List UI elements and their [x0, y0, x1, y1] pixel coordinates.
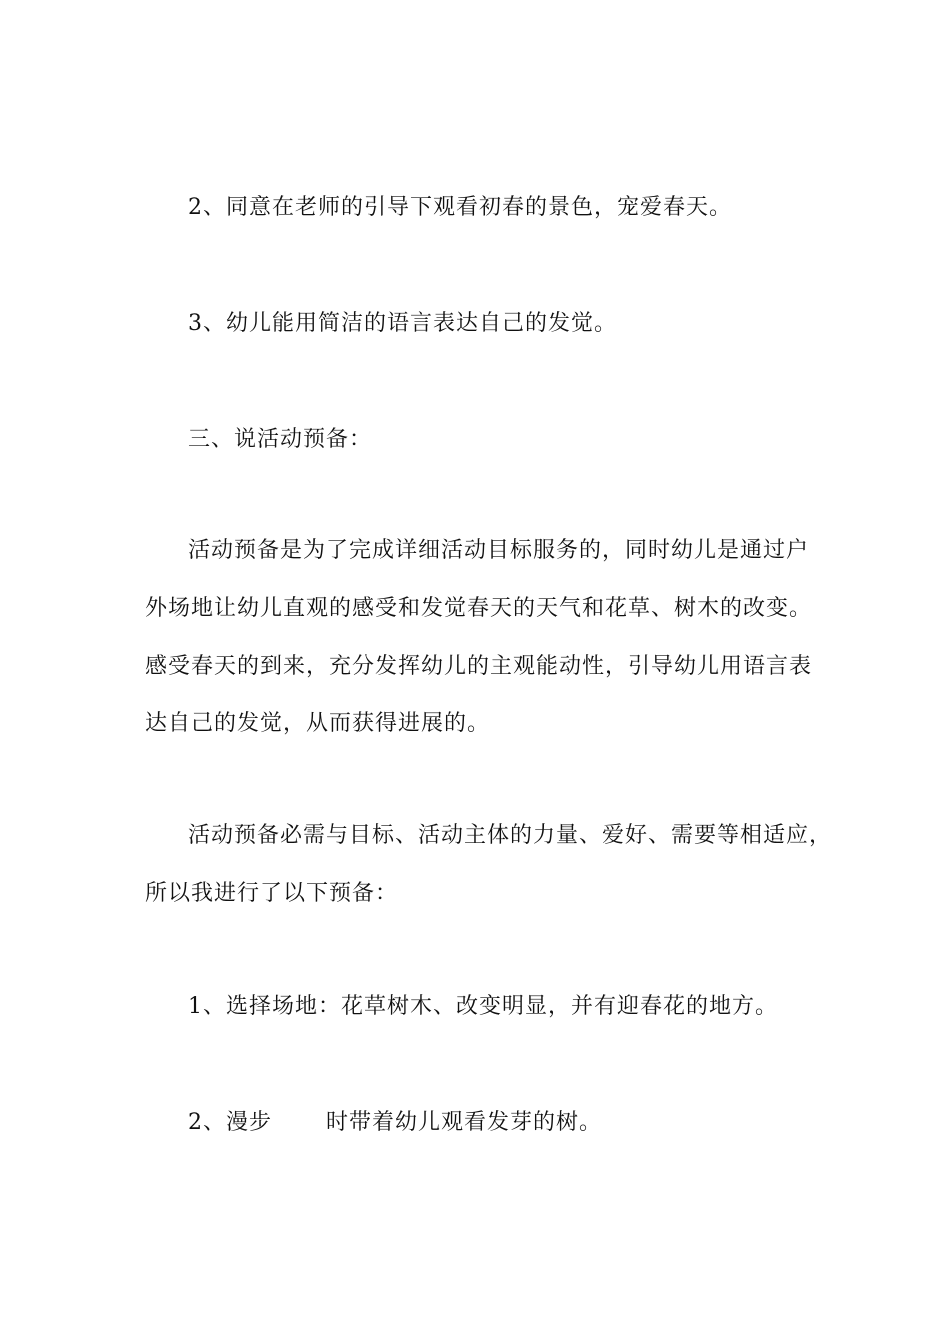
prep-item-2-start: 2、漫步	[188, 1110, 272, 1135]
goal-item-3: 3、幼儿能用简洁的语言表达自己的发觉。	[188, 311, 617, 336]
prep-item-1: 1、选择场地：花草树木、改变明显，并有迎春花的地方。	[188, 994, 778, 1019]
paragraph-line: 所以我进行了以下预备：	[145, 881, 399, 906]
paragraph-line: 活动预备是为了完成详细活动目标服务的，同时幼儿是通过户	[188, 538, 810, 563]
goal-item-2: 2、同意在老师的引导下观看初春的景色，宠爱春天。	[188, 195, 732, 220]
prep-item-2	[188, 1108, 602, 1138]
paragraph-line: 活动预备必需与目标、活动主体的力量、爱好、需要等相适应，	[188, 823, 833, 848]
prep-item-2-end: 时带着幼儿观看发芽的树。	[326, 1110, 603, 1135]
section-heading: 三、说活动预备：	[188, 427, 373, 452]
paragraph-line: 外场地让幼儿直观的感受和发觉春天的天气和花草、树木的改变。	[145, 596, 813, 621]
paragraph-line: 达自己的发觉，从而获得进展的。	[145, 711, 491, 736]
paragraph-line: 感受春天的到来，充分发挥幼儿的主观能动性，引导幼儿用语言表	[145, 654, 813, 679]
